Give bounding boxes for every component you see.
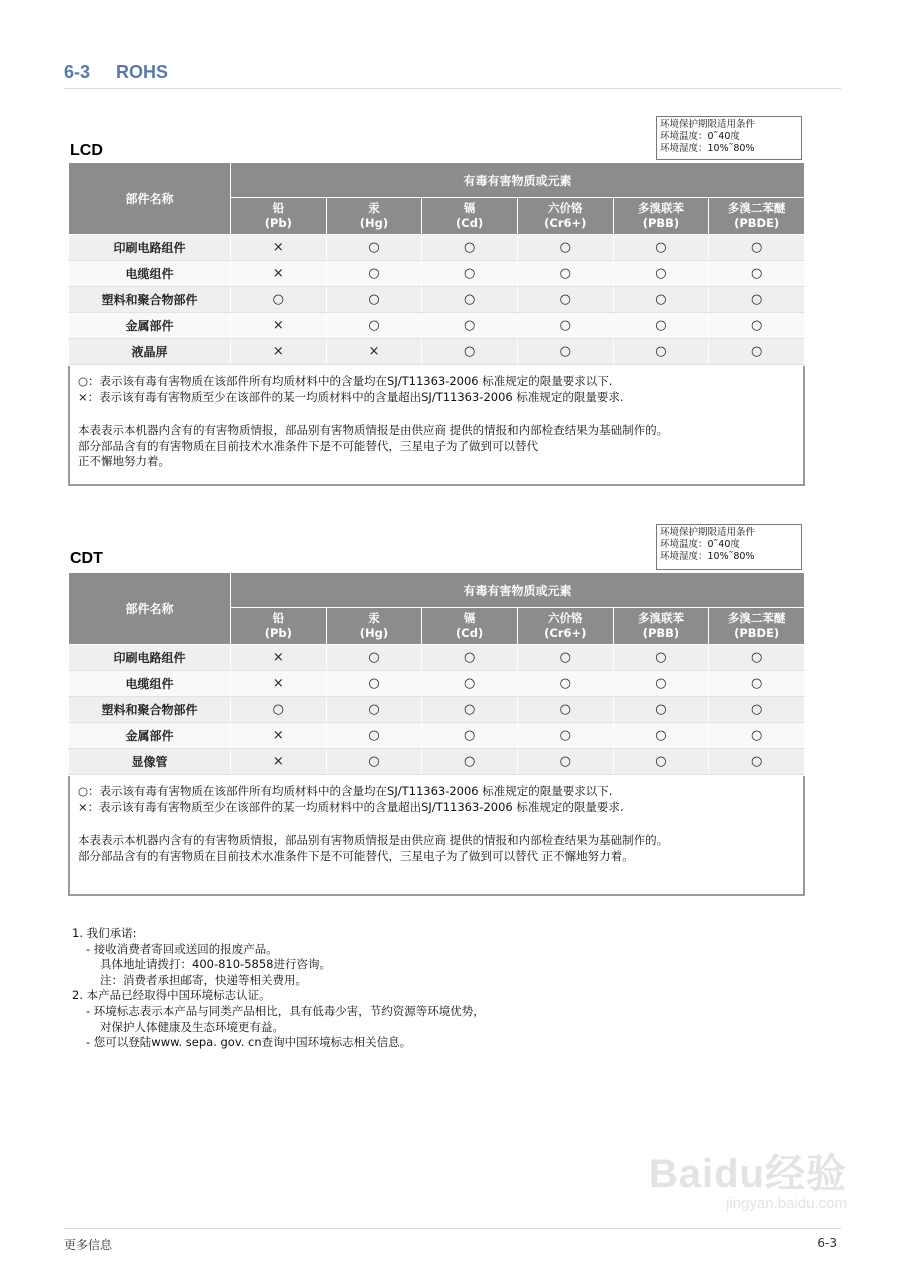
mark-cell: ○ — [422, 671, 518, 697]
footer-more-info: 更多信息 — [64, 1238, 113, 1252]
note-line: ○：表示该有毒有害物质在该部件所有均质材料中的含量均在SJ/T11363-2006 标准规定的限量要求以下. — [78, 784, 613, 798]
section-title: ROHS — [116, 62, 169, 82]
mark-cell: × — [231, 723, 327, 749]
mark-cell: ○ — [326, 313, 422, 339]
note-line: 本表表示本机器内含有的有害物质情报，部品别有害物质情报是由供应商 提供的情报和内部检查结果为基础制作的。 — [78, 423, 669, 437]
mark-cell: ○ — [517, 235, 613, 261]
mark-cell: ○ — [613, 261, 709, 287]
table-row — [69, 287, 805, 313]
watermark-brand: Baidu经验 — [648, 1152, 847, 1196]
part-name: 塑料和聚合物部件 — [69, 697, 231, 723]
mark-cell: ○ — [517, 645, 613, 671]
part-name: 液晶屏 — [69, 339, 231, 365]
promise-line: - 接收消费者寄回或送回的报废产品。 — [86, 941, 278, 956]
note-line: ○：表示该有毒有害物质在该部件所有均质材料中的含量均在SJ/T11363-2006 标准规定的限量要求以下. — [78, 374, 613, 388]
promise-line: 1. 我们承诺: — [72, 926, 137, 940]
substance-header: 多溴二苯醚 (PBDE) — [709, 608, 805, 645]
cdt-notes — [68, 776, 805, 896]
mark-cell: ○ — [422, 749, 518, 775]
mark-cell: ○ — [326, 235, 422, 261]
substance-group-header: 有毒有害物质或元素 — [231, 573, 805, 608]
cdt-label: CDT — [70, 550, 103, 567]
table-row — [69, 671, 805, 697]
note-line: ×：表示该有毒有害物质至少在该部件的某一均质材料中的含量超出SJ/T11363-2006 标准规定的限量要求. — [78, 389, 624, 404]
baidu-watermark — [649, 1142, 847, 1212]
substance-header: 汞 (Hg) — [326, 608, 422, 645]
substance-header: 镉 (Cd) — [422, 608, 518, 645]
mark-cell: ○ — [613, 671, 709, 697]
mark-cell: ○ — [517, 697, 613, 723]
part-name: 塑料和聚合物部件 — [69, 287, 231, 313]
watermark-url: jingyan.baidu.com — [726, 1195, 847, 1212]
mark-cell: ○ — [422, 339, 518, 365]
section-number: 6-3 — [64, 62, 91, 82]
mark-cell: × — [231, 671, 327, 697]
table-row — [69, 261, 805, 287]
conditions-line: 环境温度：0˜40度 — [660, 131, 740, 142]
mark-cell: ○ — [613, 723, 709, 749]
mark-cell: × — [231, 749, 327, 775]
promise-line: 注：消费者承担邮寄，快递等相关费用。 — [100, 972, 307, 987]
mark-cell: ○ — [709, 261, 805, 287]
promise-line: 2. 本产品已经取得中国环境标志认证。 — [72, 988, 271, 1003]
substance-header: 汞 (Hg) — [326, 198, 422, 235]
mark-cell: ○ — [613, 749, 709, 775]
part-name: 金属部件 — [69, 313, 231, 339]
mark-cell: ○ — [326, 645, 422, 671]
mark-cell: ○ — [422, 313, 518, 339]
mark-cell: ○ — [613, 339, 709, 365]
substance-header: 镉 (Cd) — [422, 198, 518, 235]
mark-cell: ○ — [709, 723, 805, 749]
substance-header: 多溴二苯醚 (PBDE) — [709, 198, 805, 235]
mark-cell: ○ — [613, 313, 709, 339]
mark-cell: ○ — [231, 287, 327, 313]
part-name: 显像管 — [69, 749, 231, 775]
mark-cell: × — [231, 339, 327, 365]
part-name: 印刷电路组件 — [69, 645, 231, 671]
mark-cell: × — [231, 645, 327, 671]
promise-line: 对保护人体健康及生态环境更有益。 — [100, 1019, 284, 1034]
substance-group-header: 有毒有害物质或元素 — [231, 163, 805, 198]
substance-header: 六价铬 (Cr6+) — [517, 608, 613, 645]
mark-cell: × — [231, 235, 327, 261]
lcd-conditions-box — [656, 116, 802, 160]
part-name: 印刷电路组件 — [69, 235, 231, 261]
mark-cell: ○ — [422, 723, 518, 749]
mark-cell: ○ — [326, 261, 422, 287]
note-line: ×：表示该有毒有害物质至少在该部件的某一均质材料中的含量超出SJ/T11363-2006 标准规定的限量要求. — [78, 799, 624, 814]
lcd-notes — [68, 366, 805, 486]
substance-header: 多溴联苯 (PBB) — [613, 198, 709, 235]
table-row — [69, 339, 805, 365]
part-name: 电缆组件 — [69, 261, 231, 287]
mark-cell: ○ — [709, 749, 805, 775]
mark-cell: × — [326, 339, 422, 365]
note-line: 部分部品含有的有害物质在目前技术水准条件下是不可能替代，三星电子为了做到可以替代 — [78, 438, 538, 453]
mark-cell: ○ — [517, 261, 613, 287]
mark-cell: ○ — [422, 287, 518, 313]
table-row — [69, 697, 805, 723]
mark-cell: ○ — [709, 287, 805, 313]
conditions-line: 环境温度：0˜40度 — [660, 539, 740, 550]
mark-cell: ○ — [326, 287, 422, 313]
mark-cell: ○ — [422, 235, 518, 261]
mark-cell: ○ — [613, 235, 709, 261]
mark-cell: ○ — [422, 697, 518, 723]
mark-cell: ○ — [517, 339, 613, 365]
title-divider — [64, 88, 841, 89]
mark-cell: ○ — [517, 313, 613, 339]
substance-header: 铅 (Pb) — [231, 198, 327, 235]
lcd-label: LCD — [70, 142, 103, 159]
mark-cell: ○ — [709, 645, 805, 671]
mark-cell: ○ — [613, 697, 709, 723]
page-title — [64, 62, 168, 83]
mark-cell: ○ — [517, 723, 613, 749]
conditions-line: 环境保护期限适用条件 — [660, 527, 756, 538]
substance-header: 多溴联苯 (PBB) — [613, 608, 709, 645]
lcd-rohs-table — [68, 162, 805, 365]
part-name-header: 部件名称 — [69, 573, 231, 645]
mark-cell: ○ — [709, 313, 805, 339]
part-name-header: 部件名称 — [69, 163, 231, 235]
mark-cell: ○ — [709, 339, 805, 365]
mark-cell: ○ — [517, 671, 613, 697]
promise-line: 具体地址请拨打：400-810-5858进行咨询。 — [100, 957, 331, 972]
conditions-line: 环境湿度：10%˜80% — [660, 551, 755, 562]
mark-cell: ○ — [326, 671, 422, 697]
footer-divider — [64, 1228, 841, 1229]
promise-line: - 环境标志表示本产品与同类产品相比，具有低毒少害，节约资源等环境优势， — [86, 1003, 485, 1018]
conditions-line: 环境湿度：10%˜80% — [660, 143, 755, 154]
footer-page-number: 6-3 — [817, 1236, 837, 1250]
table-row — [69, 749, 805, 775]
mark-cell: ○ — [709, 697, 805, 723]
mark-cell: ○ — [231, 697, 327, 723]
mark-cell: ○ — [326, 749, 422, 775]
mark-cell: ○ — [709, 671, 805, 697]
promise-block — [72, 926, 485, 1051]
substance-header: 六价铬 (Cr6+) — [517, 198, 613, 235]
note-line: 本表表示本机器内含有的有害物质情报，部品别有害物质情报是由供应商 提供的情报和内部检查结果为基础制作的。 — [78, 833, 669, 847]
cdt-rohs-table — [68, 572, 805, 775]
conditions-line: 环境保护期限适用条件 — [660, 119, 756, 130]
mark-cell: ○ — [613, 287, 709, 313]
part-name: 金属部件 — [69, 723, 231, 749]
mark-cell: × — [231, 313, 327, 339]
mark-cell: ○ — [422, 261, 518, 287]
mark-cell: ○ — [517, 749, 613, 775]
mark-cell: ○ — [613, 645, 709, 671]
mark-cell: ○ — [326, 723, 422, 749]
table-row — [69, 313, 805, 339]
mark-cell: × — [231, 261, 327, 287]
mark-cell: ○ — [709, 235, 805, 261]
mark-cell: ○ — [422, 645, 518, 671]
promise-line: - 您可以登陆www. sepa. gov. cn查询中国环境标志相关信息。 — [86, 1035, 412, 1050]
substance-header: 铅 (Pb) — [231, 608, 327, 645]
table-row — [69, 645, 805, 671]
note-line: 正不懈地努力着。 — [78, 454, 170, 468]
mark-cell: ○ — [517, 287, 613, 313]
table-row — [69, 723, 805, 749]
note-line: 部分部品含有的有害物质在目前技术水准条件下是不可能替代，三星电子为了做到可以替代 正不懈地努力着。 — [78, 848, 634, 863]
table-row — [69, 235, 805, 261]
mark-cell: ○ — [326, 697, 422, 723]
cdt-conditions-box — [656, 524, 802, 570]
part-name: 电缆组件 — [69, 671, 231, 697]
